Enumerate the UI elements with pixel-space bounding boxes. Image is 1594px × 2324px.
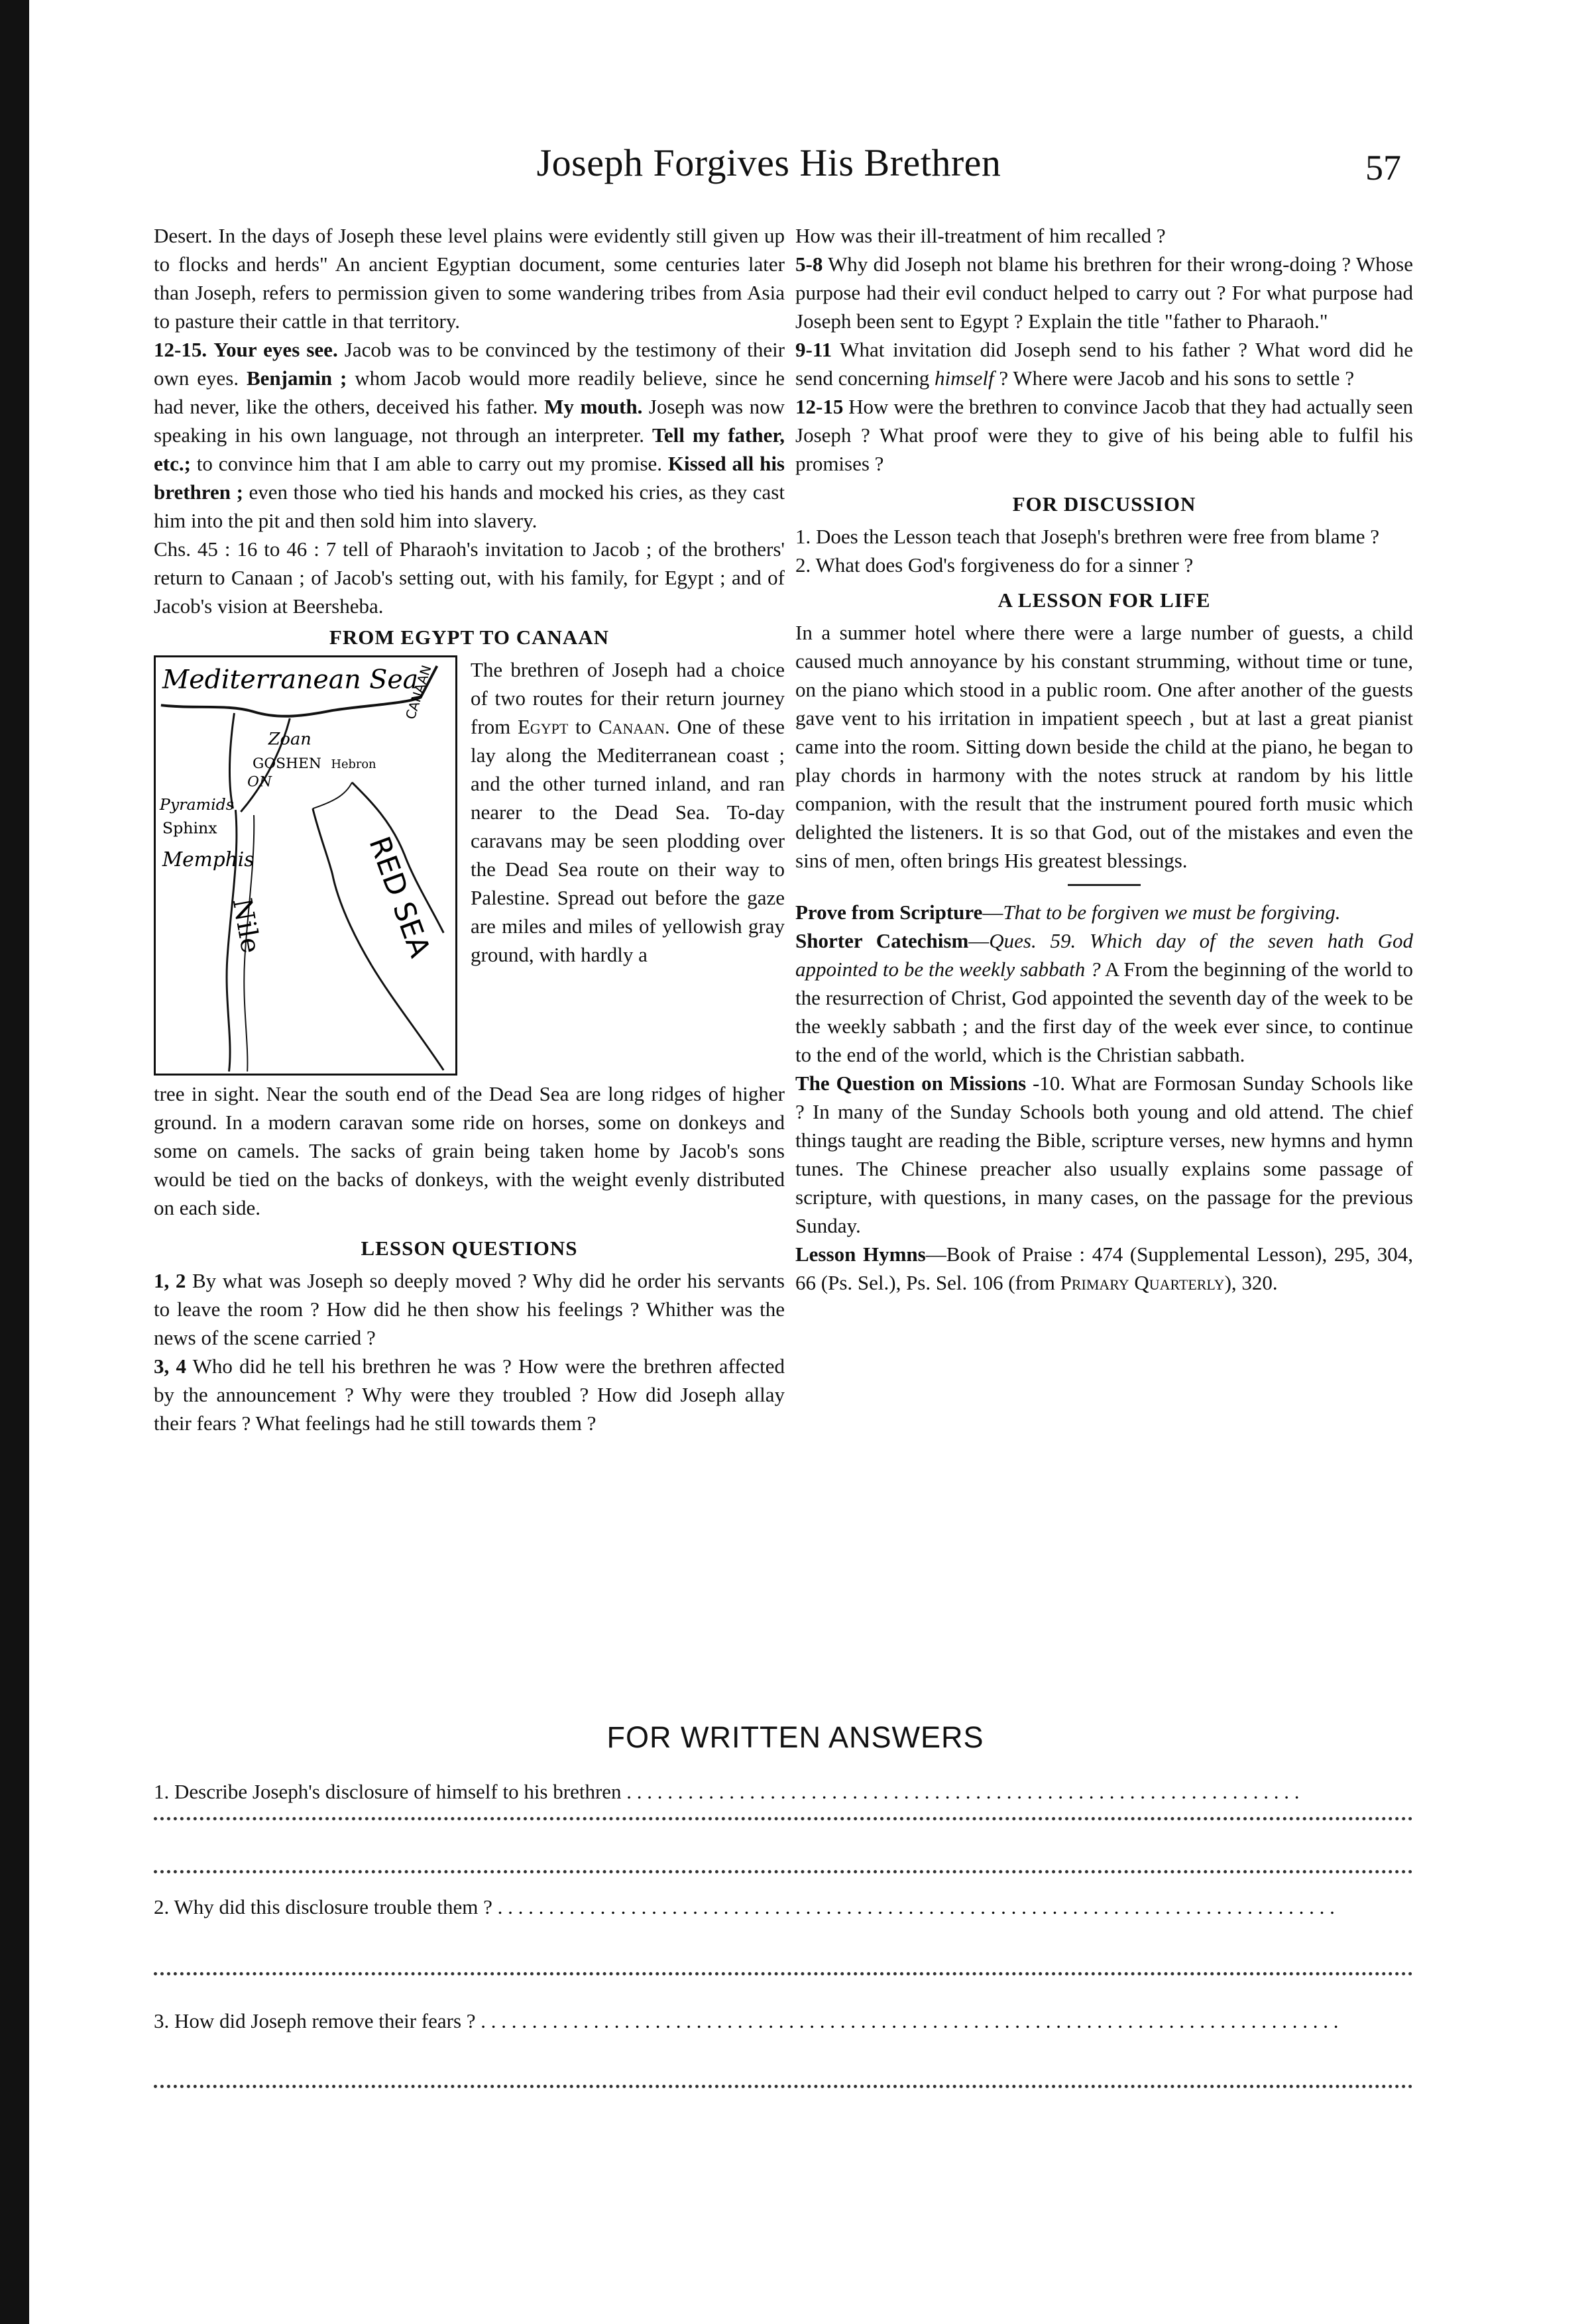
question-3-4 — [154, 1352, 785, 1437]
discussion-question-1: 1. Does the Lesson teach that Joseph's brethren were free from blame ? — [795, 525, 1380, 548]
text-primary-quarterly: Primary Quarterly — [1060, 1271, 1225, 1294]
term-tell-my-father: Tell my father, etc.; — [154, 423, 785, 475]
section-divider — [1068, 884, 1141, 886]
verse-ref: 3, 4 — [154, 1355, 186, 1378]
map-description-continued: tree in sight. Near the south end of the Dead Sea are long ridges of higher ground. In a modern caravan some ride on horses, some on donkeys and some on camels. The sacks of grain being taken home by Jacob's sons would be tied on the backs of donkeys, with the weight evenly distributed on each side. — [154, 1082, 785, 1219]
map-description — [471, 655, 785, 969]
question-1-2 — [154, 1266, 785, 1352]
paragraph-desert: Desert. In the days of Joseph these level plains were evidently still given up to flocks and herds" An ancient Egyptian document, some centuries later than Joseph, refers to permission given to some wandering tribes from Asia to pasture their cattle in that territory. — [154, 224, 785, 333]
map-label-goshen: GOSHEN — [253, 755, 321, 772]
text-himself: himself — [935, 366, 994, 390]
verse-ref: 5-8 — [795, 252, 823, 276]
map-section-heading: FROM EGYPT TO CANAAN — [329, 626, 610, 649]
text-canaan: Canaan — [598, 715, 665, 738]
text: Book of Praise : 474 (Supplemental Lesson), 295, 304, 66 (Ps. Sel.), Ps. Sel. 106 (from — [795, 1243, 1414, 1294]
nile-delta-west — [229, 713, 234, 808]
catechism-question: Which day of the seven hath God appointed to be the weekly sabbath ? — [795, 929, 1414, 981]
question-12-15 — [795, 392, 1413, 478]
term-my-mouth: My mouth. — [544, 395, 643, 418]
written-answer-3-field[interactable] — [154, 2081, 1413, 2088]
catechism-answer: A From the beginning of the world to the resurrection of Christ, God appointed the seventh day of the week to be the weekly sabbath ; and the first day of the week ever since, to continue to the end of the world, which is the Christian sabbath. — [795, 958, 1414, 1066]
right-column — [795, 221, 1413, 1297]
text: to convince him that I am able to carry out my promise. — [190, 452, 668, 475]
gulf-of-suez — [313, 808, 372, 966]
prove-from-scripture: Prove from Scripture—That to be forgiven we must be forgiving. — [795, 901, 1341, 924]
map-label-canaan: CANAAN — [402, 663, 435, 722]
discussion-question-2: 2. What does God's forgiveness do for a sinner ? — [795, 553, 1194, 577]
catechism-label: Shorter Catechism — [795, 929, 969, 952]
prove-text: That to be forgiven we must be forgiving. — [1003, 901, 1341, 924]
question-5-8 — [795, 250, 1413, 335]
map-label-pyramids: Pyramids — [159, 795, 234, 814]
term-benjamin: Benjamin ; — [246, 366, 347, 390]
map-section — [154, 655, 785, 1079]
text: Jacob was to be convinced by the testimony of their own eyes. — [154, 338, 785, 390]
map-label-red-sea: RED SEA — [362, 832, 437, 962]
red-sea-west-shore — [372, 966, 444, 1070]
written-question-1: 1. Describe Joseph's disclosure of himself to his brethren . . . . . . . . . . . . . . . . . . . . . . . . . . . . . . . . . . . . . . . . . . . . . . . . . . . . . . . . . . . . . . . . . . — [154, 1780, 1300, 1803]
paragraph-verses-12-15 — [154, 335, 785, 535]
written-answer-2-field[interactable] — [154, 1968, 1413, 1975]
text: even those who tied his hands and mocked his cries, as they cast him into the pit and then sold him into slavery. — [154, 480, 785, 532]
page-binding-edge — [0, 0, 29, 2324]
term-your-eyes-see: Your eyes see. — [213, 338, 338, 361]
catechism-question-number: Ques. 59. — [989, 929, 1076, 952]
text-egypt: Egypt — [517, 715, 569, 738]
text: ), 320. — [1224, 1271, 1278, 1294]
route-map-drawing — [156, 657, 455, 1074]
text: to — [568, 715, 598, 738]
map-label-memphis: Memphis — [162, 848, 255, 871]
text: . One of these lay along the Mediterranean coast ; and the other turned inland, and ran nearer to the Dead Sea. To-day caravans may be seen plodding over the Dead Sea route on their way to Palestine. Spread out before the gaze are miles and miles of yellowish gray ground, with hardly a — [471, 715, 785, 966]
verse-ref: 12-15 — [795, 395, 844, 418]
lesson-for-life-text: In a summer hotel where there were a large number of guests, a child caused much annoyance by his constant strumming, without time or tune, on the piano which stood in a public room. One after another of the guests gave vent to his irritation in impatient speech , but at last a great pianist came into the room. Sitting down beside the child at the piano, he began to play chords in harmony with the notes struck at random by his little companion, with the result that the instrument poured forth music which delighted the listeners. It is so that God, out of the mistakes and even the sins of men, often brings His greatest blessings. — [795, 621, 1413, 872]
text: The brethren of Joseph had a choice of two routes for their return journey from — [471, 658, 785, 738]
route-map — [154, 655, 457, 1076]
map-label-mediterranean: Mediterranean Sea — [162, 664, 419, 695]
text: ? Where were Jacob and his sons to settle ? — [994, 366, 1355, 390]
sinai-coast — [313, 783, 352, 808]
shorter-catechism: Shorter Catechism—Ques. 59. Which day of the seven hath God appointed to be the weekly sabbath ? A From the beginning of the world to the resurrection of Christ, God appointed the seventh day of the week to be the weekly sabbath ; and the first day of the week ever since, to continue to the end of the world, which is the Christian sabbath. — [795, 929, 1414, 1066]
text: 3. How did Joseph remove their fears ? — [154, 2009, 476, 2032]
text: Joseph was now speaking in his own language, not through an interpreter. — [154, 395, 785, 447]
page-title: Joseph Forgives His Brethren — [536, 141, 1001, 184]
text: whom Jacob would more readily believe, since he had never, like the others, deceived his father. — [154, 366, 785, 418]
written-answer-1-field-line-2[interactable] — [154, 1866, 1413, 1873]
verse-ref: 12-15. — [154, 338, 207, 361]
text: How were the brethren to convince Jacob that they had actually seen Joseph ? What proof were they to give of his being able to fulfil his promises ? — [795, 395, 1413, 475]
term-kissed-all: Kissed all his brethren ; — [154, 452, 785, 504]
prove-label: Prove from Scripture — [795, 901, 983, 924]
text: What invitation did Joseph send to his father ? What word did he send concerning — [795, 338, 1413, 390]
missions-label: The Question on Missions — [795, 1072, 1027, 1095]
missions-text: -10. What are Formosan Sunday Schools like ? In many of the Sunday Schools both young and old attend. The chief things taught are reading the Bible, scripture verses, new hymns and hymn tunes. The Chinese preacher also usually explains some passage of scripture, with questions, in many cases, on the passage for the previous Sunday. — [795, 1072, 1413, 1237]
map-label-zoan: Zoan — [268, 729, 312, 749]
question-recalled: How was their ill-treatment of him recalled ? — [795, 224, 1166, 247]
lesson-questions-heading: LESSON QUESTIONS — [361, 1237, 578, 1260]
page-number: 57 — [1365, 148, 1401, 188]
map-label-nile: Nile — [226, 896, 266, 956]
map-label-sphinx: Sphinx — [162, 818, 217, 838]
written-question-3: 3. How did Joseph remove their fears ? . . . . . . . . . . . . . . . . . . . . . . . . . . . . . . . . . . . . . . . . . . . . . . . . . . . . . . . . . . . . . . . . . . . . . . . . . . . . . . . . . . . . — [154, 2009, 1339, 2032]
text: 1. Describe Joseph's disclosure of himself to his brethren — [154, 1780, 622, 1803]
question-on-missions — [795, 1069, 1413, 1240]
text: 2. Why did this disclosure trouble them ? — [154, 1895, 492, 1918]
lesson-for-life-heading: A LESSON FOR LIFE — [997, 588, 1211, 612]
question-9-11 — [795, 335, 1413, 392]
lesson-hymns: Lesson Hymns—Book of Praise : 474 (Supplemental Lesson), 295, 304, 66 (Ps. Sel.), Ps. Sel. 106 (from Primary Quarterly), 320. — [795, 1243, 1414, 1294]
discussion-heading: FOR DISCUSSION — [1012, 492, 1196, 516]
written-answers-heading: FOR WRITTEN ANSWERS — [606, 1720, 984, 1754]
text: Why did Joseph not blame his brethren for their wrong-doing ? Whose purpose had their evil conduct helped to carry out ? For what purpose had Joseph been sent to Egypt ? Explain the title "father to Pharaoh." — [795, 252, 1413, 333]
left-column — [154, 221, 785, 1437]
written-answer-1-field[interactable] — [154, 1813, 1413, 1820]
hymns-label: Lesson Hymns — [795, 1243, 926, 1266]
text: By what was Joseph so deeply moved ? Why did he order his servants to leave the room ? How did he then show his feelings ? Whither was the news of the scene carried ? — [154, 1269, 785, 1349]
map-label-hebron: Hebron — [331, 757, 376, 771]
text: Who did he tell his brethren he was ? How were the brethren affected by the announcement ? Why were they troubled ? How did Joseph allay their fears ? What feelings had he still towards them ? — [154, 1355, 785, 1435]
verse-ref: 9-11 — [795, 338, 832, 361]
paragraph-chapters: Chs. 45 : 16 to 46 : 7 tell of Pharaoh's invitation to Jacob ; of the brothers' return to Canaan ; of Jacob's setting out, with his family, for Egypt ; and of Jacob's vision at Beersheba. — [154, 537, 785, 618]
verse-ref: 1, 2 — [154, 1269, 186, 1292]
map-label-on: ON — [247, 773, 272, 791]
written-question-2: 2. Why did this disclosure trouble them ? . . . . . . . . . . . . . . . . . . . . . . . . . . . . . . . . . . . . . . . . . . . . . . . . . . . . . . . . . . . . . . . . . . . . . . . . . . . . . . . . . . — [154, 1895, 1335, 1918]
